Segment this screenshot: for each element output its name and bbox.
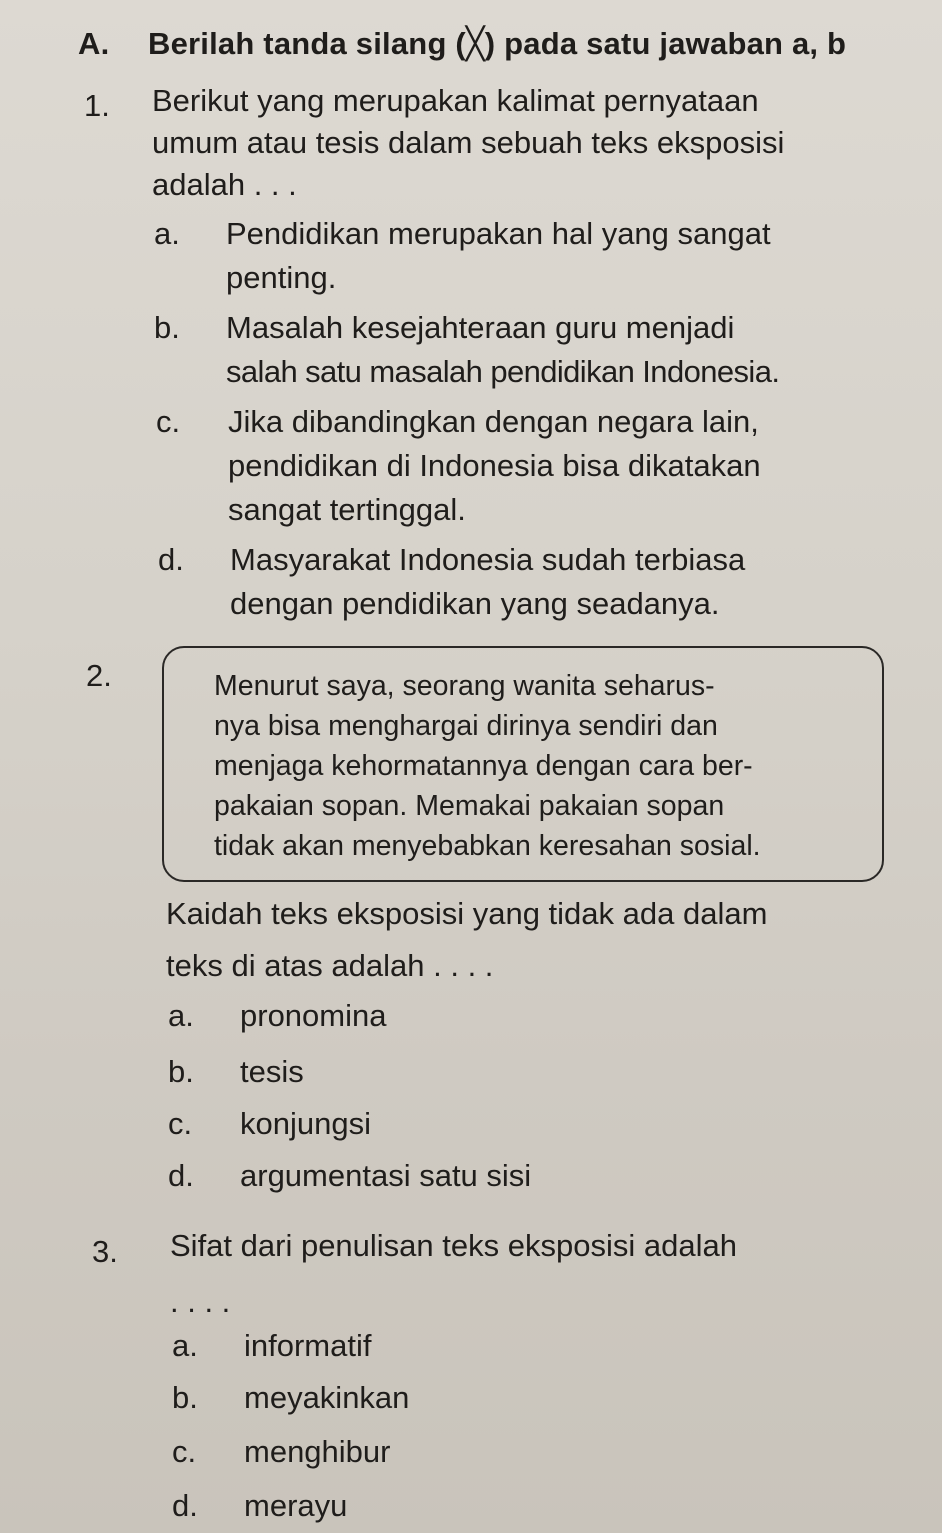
option-text [228,400,761,532]
option-letter: b. [172,1380,198,1415]
passage-line: pakaian sopan. Memakai pakaian sopan [214,790,725,822]
answer-option-b[interactable] [154,306,779,394]
stem-line: Kaidah teks eksposisi yang tidak ada dalam [166,896,768,931]
option-line: Pendidikan merupakan hal yang sangat [226,216,771,251]
question-number: 1. [84,88,110,123]
answer-option-a[interactable] [154,212,771,300]
passage-line: menjaga kehormatannya dengan cara ber- [214,750,753,782]
option-letter: c. [172,1434,197,1469]
passage-line: nya bisa menghargai dirinya sendiri dan [214,710,718,742]
passage-line: Menurut saya, seorang wanita seharus- [214,670,715,702]
option-line: penting. [226,260,337,295]
answer-option-d[interactable] [168,1154,531,1198]
option-line: Masyarakat Indonesia sudah terbiasa [230,542,746,577]
option-line: merayu [244,1488,348,1523]
option-text [226,212,771,300]
answer-option-a[interactable] [168,994,386,1038]
passage-line: tidak akan menyebabkan keresahan sosial. [214,830,761,862]
option-line: tesis [240,1054,304,1089]
option-text [244,1324,371,1368]
option-letter: c. [156,404,181,439]
option-line: salah satu masalah pendidikan Indonesia. [226,354,780,389]
option-letter: a. [168,998,194,1033]
option-letter: d. [168,1158,194,1193]
option-text [230,538,745,626]
answer-option-b[interactable] [168,1050,304,1094]
section-heading [78,26,942,62]
question-stem [170,1218,890,1330]
question-stem [166,888,886,992]
option-letter: b. [168,1054,194,1089]
option-line: Masalah kesejahteraan guru menjadi [226,310,735,345]
option-line: Jika dibandingkan dengan negara lain, [228,404,759,439]
section-letter: A. [78,26,110,61]
question-number: 2. [86,658,112,693]
option-letter: c. [168,1106,193,1141]
option-text [244,1376,409,1420]
option-text [244,1430,390,1474]
option-text [240,1154,531,1198]
option-line: konjungsi [240,1106,371,1141]
option-text [240,1102,371,1146]
passage-text [214,666,761,866]
stem-line: adalah . . . [152,167,297,202]
answer-option-b[interactable] [172,1376,409,1420]
option-letter: b. [154,310,180,345]
answer-option-c[interactable] [172,1430,390,1474]
question-number: 3. [92,1234,118,1269]
option-line: pronomina [240,998,387,1033]
option-text [244,1484,347,1528]
stem-line: umum atau tesis dalam sebuah teks eksposisi [152,125,785,160]
option-line: meyakinkan [244,1380,410,1415]
option-text [226,306,779,394]
question-stem [152,80,872,206]
answer-option-c[interactable] [156,400,761,532]
option-line: sangat tertinggal. [228,492,466,527]
answer-option-d[interactable] [172,1484,347,1528]
answer-option-d[interactable] [158,538,745,626]
option-text [240,1050,304,1094]
section-instruction: Berilah tanda silang (╳) pada satu jawaban a, b [148,26,847,61]
stem-line: . . . . [170,1284,231,1319]
option-line: dengan pendidikan yang seadanya. [230,586,720,621]
option-letter: a. [172,1328,198,1363]
option-line: informatif [244,1328,372,1363]
option-line: menghibur [244,1434,391,1469]
stem-line: teks di atas adalah . . . . [166,948,494,983]
stem-line: Sifat dari penulisan teks eksposisi adalah [170,1228,737,1263]
answer-option-a[interactable] [172,1324,371,1368]
option-line: pendidikan di Indonesia bisa dikatakan [228,448,761,483]
option-letter: d. [172,1488,198,1523]
option-line: argumentasi satu sisi [240,1158,532,1193]
option-text [240,994,386,1038]
option-letter: d. [158,542,184,577]
option-letter: a. [154,216,180,251]
stem-line: Berikut yang merupakan kalimat pernyataan [152,83,759,118]
answer-option-c[interactable] [168,1102,371,1146]
